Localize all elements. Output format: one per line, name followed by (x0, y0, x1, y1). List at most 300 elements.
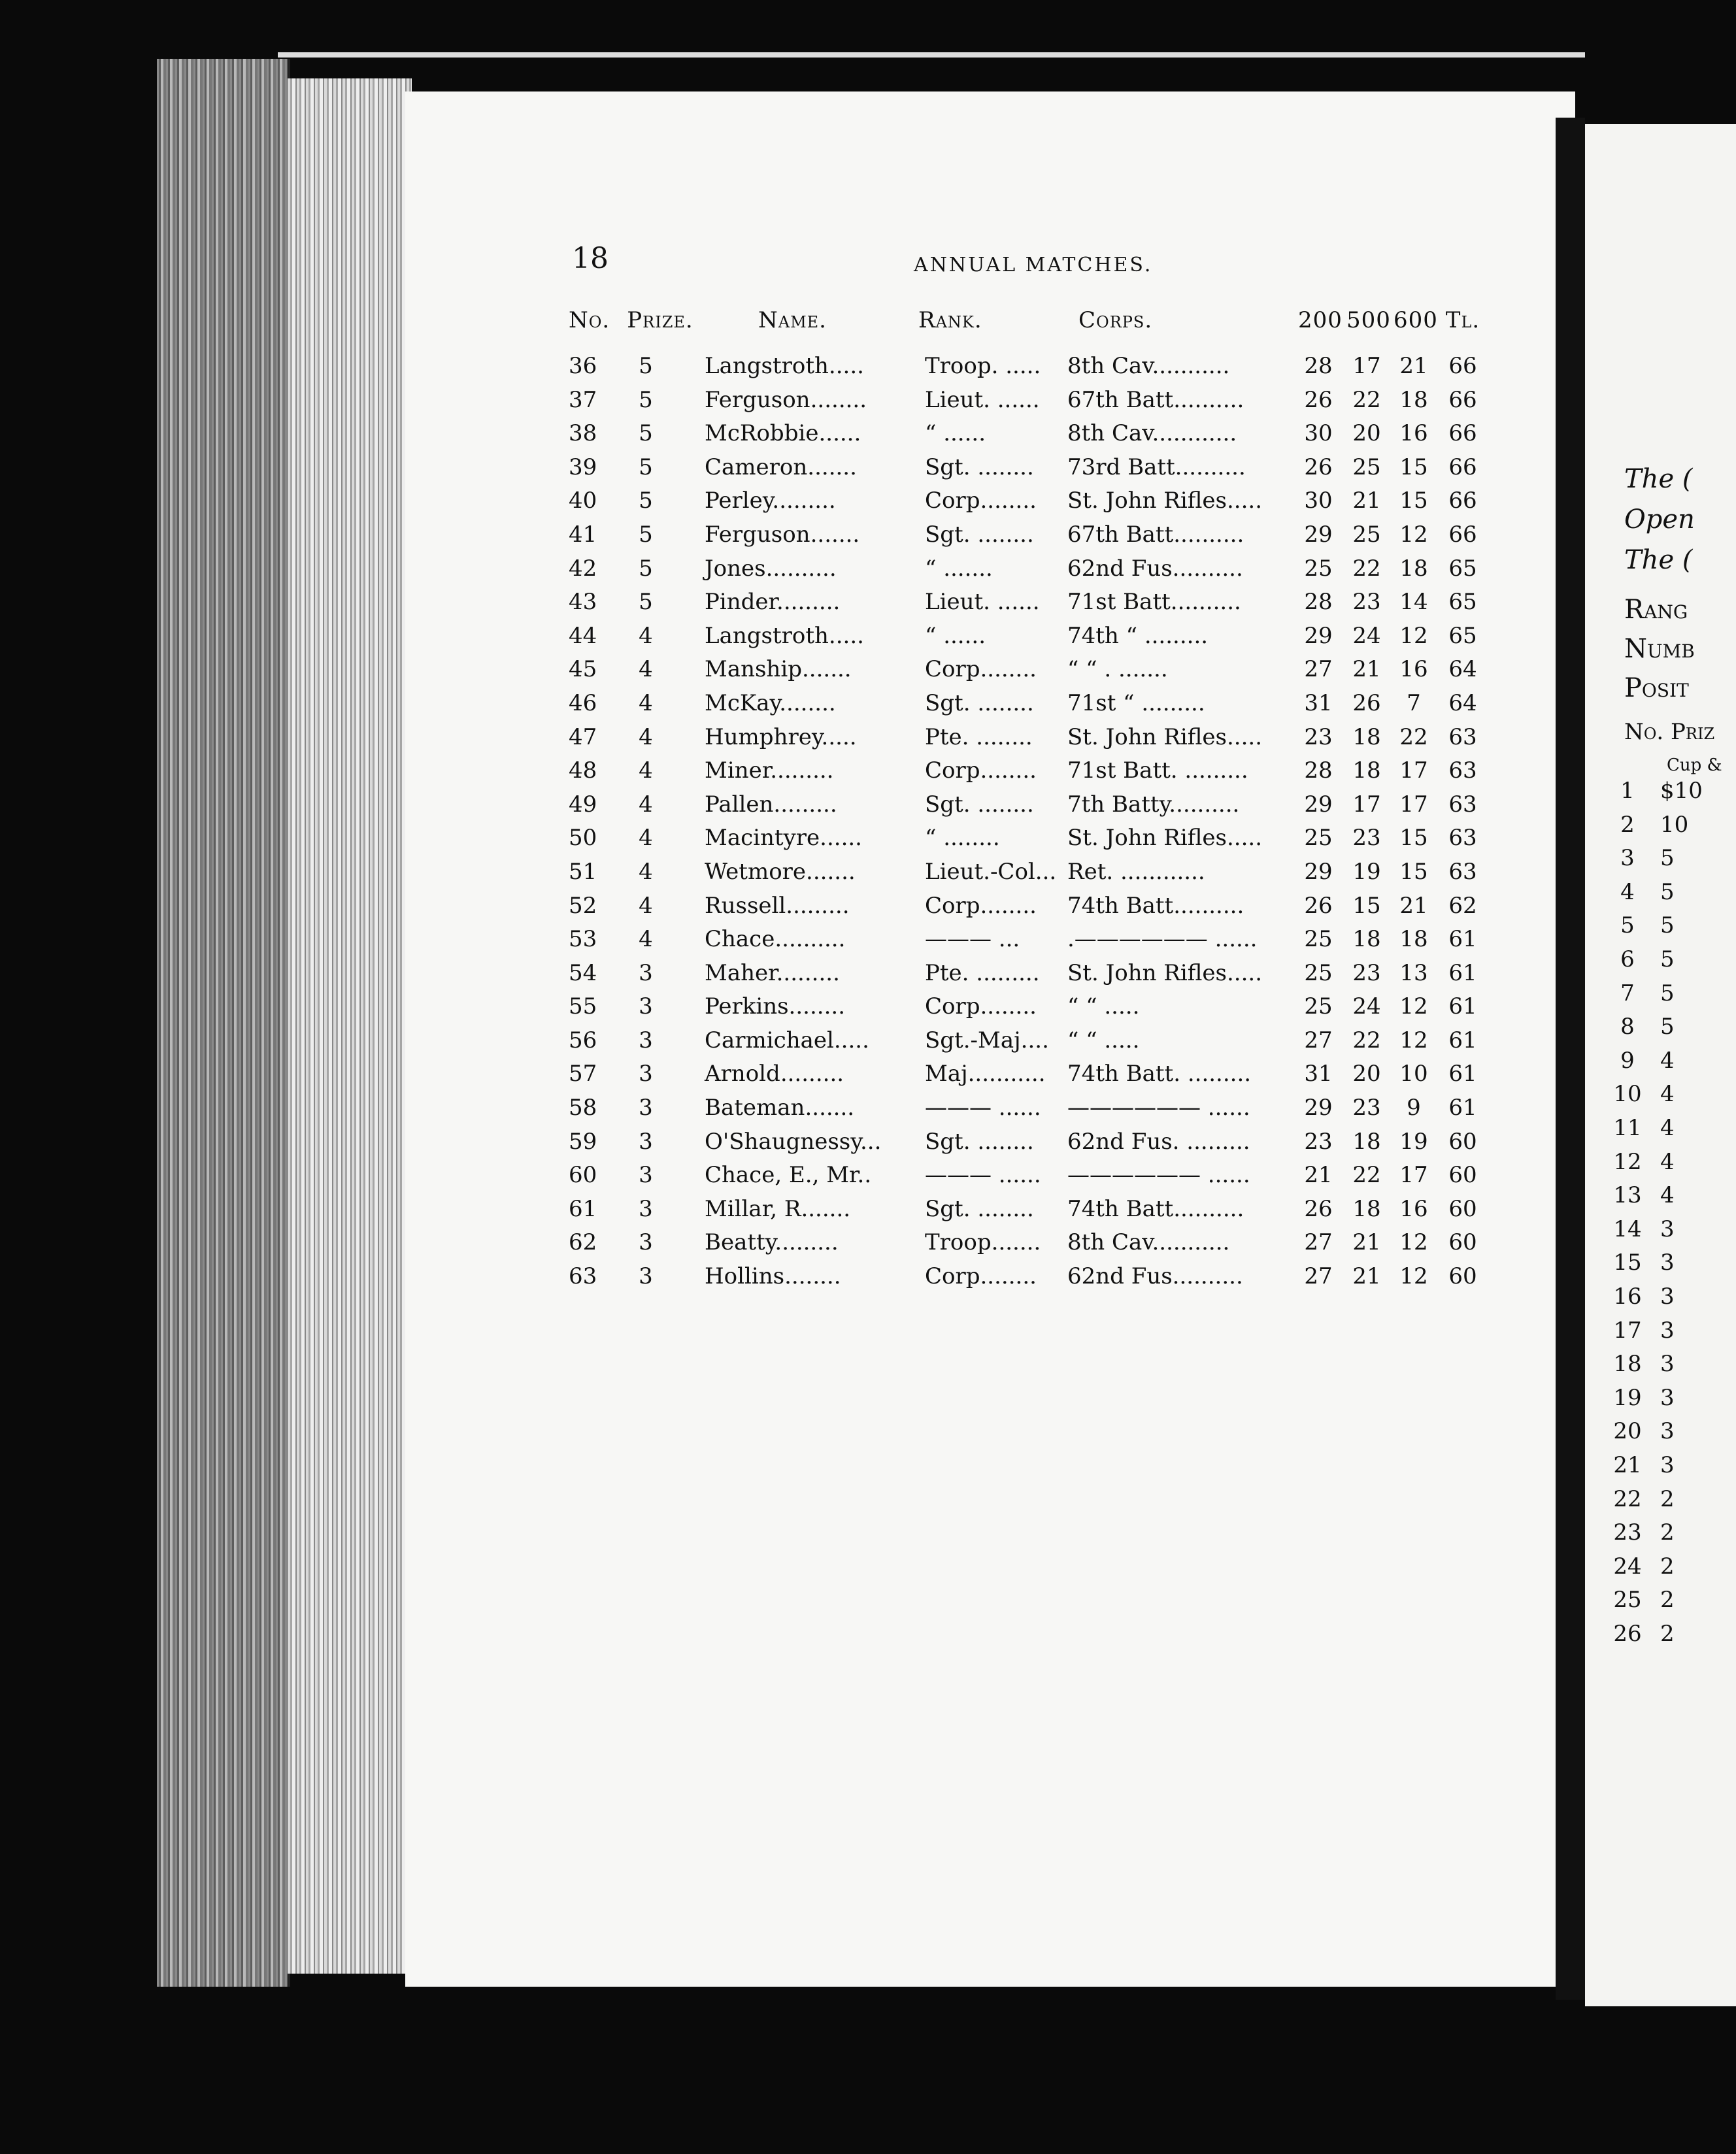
cell-no: 44 (569, 622, 597, 649)
cell-s500: 23 (1352, 825, 1381, 852)
page-stack-inner (288, 78, 412, 1974)
right-page-cell-no: 18 (1613, 1351, 1642, 1378)
table-row (569, 522, 1510, 555)
table-row (569, 1263, 1510, 1297)
cell-s500: 23 (1352, 959, 1381, 986)
cell-name: Perley......... (705, 488, 836, 514)
cell-s600: 13 (1399, 959, 1428, 986)
right-page-cell-no: 16 (1613, 1284, 1642, 1310)
header-total: Tl. (1445, 307, 1480, 333)
right-page-cell-prize: 4 (1660, 1047, 1675, 1074)
cell-no: 56 (569, 1027, 597, 1053)
table-row (569, 623, 1510, 657)
cell-corps: Ret. ............ (1067, 858, 1205, 885)
cell-corps: 8th Cav............ (1067, 420, 1237, 447)
table-row (569, 555, 1510, 589)
cell-name: McKay........ (705, 689, 836, 716)
cell-s500: 18 (1352, 926, 1381, 953)
table-row (569, 1027, 1510, 1061)
page-number: 18 (572, 242, 609, 275)
table-row (569, 1229, 1510, 1263)
cell-s600: 14 (1399, 589, 1428, 616)
cell-tl: 66 (1448, 353, 1477, 379)
cell-corps: 74th “ ......... (1067, 622, 1209, 649)
cell-prize: 3 (639, 959, 653, 986)
cell-prize: 4 (639, 757, 653, 784)
cell-name: Ferguson....... (705, 521, 860, 548)
right-page-italic-line: The ( (1624, 464, 1693, 494)
cell-s600: 15 (1399, 488, 1428, 514)
cell-no: 50 (569, 825, 597, 852)
right-page-cell-no: 25 (1613, 1587, 1642, 1614)
right-page-cell-no: 9 (1620, 1047, 1635, 1074)
table-row (569, 1162, 1510, 1196)
cell-rank: Lieut.-Col... (925, 858, 1057, 885)
right-page-cell-prize: 5 (1660, 878, 1675, 905)
cell-tl: 60 (1448, 1162, 1477, 1189)
cell-prize: 4 (639, 622, 653, 649)
cell-corps: 71st Batt. ......... (1067, 757, 1248, 784)
table-row (569, 656, 1510, 690)
cell-rank: Sgt. ........ (925, 521, 1034, 548)
cell-name: Langstroth..... (705, 622, 864, 649)
right-page-cell-no: 11 (1613, 1115, 1642, 1141)
cell-s500: 21 (1352, 656, 1381, 683)
cell-corps: 62nd Fus. ......... (1067, 1128, 1250, 1155)
cell-prize: 5 (639, 555, 653, 582)
cell-s600: 17 (1399, 1162, 1428, 1189)
cell-name: Maher......... (705, 959, 840, 986)
cell-s600: 21 (1399, 353, 1428, 379)
cell-prize: 3 (639, 1061, 653, 1087)
cell-tl: 61 (1448, 1061, 1477, 1087)
table-row (569, 387, 1510, 421)
cell-s200: 31 (1304, 1061, 1333, 1087)
cell-s600: 16 (1399, 656, 1428, 683)
right-page-cell-no: 3 (1620, 845, 1635, 872)
cell-tl: 61 (1448, 1095, 1477, 1121)
cell-no: 57 (569, 1061, 597, 1087)
right-page-cell-no: 7 (1620, 980, 1635, 1006)
right-page-cell-prize: 5 (1660, 946, 1675, 972)
cell-s600: 12 (1399, 1263, 1428, 1290)
book-cover-edge (278, 52, 1585, 58)
table-row (569, 791, 1510, 825)
cell-s500: 15 (1352, 892, 1381, 919)
cell-s500: 18 (1352, 723, 1381, 750)
cell-name: Wetmore....... (705, 858, 856, 885)
right-page-cell-prize: 2 (1660, 1553, 1675, 1580)
table-row (569, 926, 1510, 960)
cell-no: 40 (569, 488, 597, 514)
cell-s500: 22 (1352, 1162, 1381, 1189)
cell-tl: 63 (1448, 723, 1477, 750)
cell-rank: Sgt.-Maj.... (925, 1027, 1049, 1053)
table-row (569, 690, 1510, 724)
cell-s500: 26 (1352, 689, 1381, 716)
cell-s600: 22 (1399, 723, 1428, 750)
cell-s500: 18 (1352, 1195, 1381, 1222)
right-page-caps-line: Numb (1624, 634, 1695, 664)
cell-no: 36 (569, 353, 597, 379)
cell-tl: 61 (1448, 993, 1477, 1020)
cell-name: Pallen......... (705, 791, 837, 818)
cell-corps: 74th Batt. ......... (1067, 1061, 1252, 1087)
cell-rank: ——— ...... (925, 1162, 1041, 1189)
cell-corps: St. John Rifles..... (1067, 825, 1263, 852)
left-page (405, 91, 1575, 1987)
right-page-cell-no: 1 (1620, 778, 1635, 804)
right-page-cell-no: 13 (1613, 1182, 1642, 1209)
cell-s200: 26 (1304, 892, 1333, 919)
table-row (569, 1061, 1510, 1095)
table-row (569, 757, 1510, 791)
cell-s600: 18 (1399, 926, 1428, 953)
cell-name: Humphrey..... (705, 723, 857, 750)
header-600: 600 (1394, 307, 1438, 333)
cell-prize: 4 (639, 656, 653, 683)
cell-s200: 31 (1304, 689, 1333, 716)
cell-s600: 19 (1399, 1128, 1428, 1155)
cell-prize: 5 (639, 521, 653, 548)
right-page-cell-no: 26 (1613, 1621, 1642, 1647)
table-row (569, 1196, 1510, 1230)
table-row (569, 454, 1510, 488)
cell-corps: 67th Batt.......... (1067, 521, 1244, 548)
header-corps: Corps. (1078, 307, 1153, 333)
cell-s500: 24 (1352, 622, 1381, 649)
cell-tl: 66 (1448, 521, 1477, 548)
cell-name: Langstroth..... (705, 353, 864, 379)
cell-name: Russell......... (705, 892, 850, 919)
cell-tl: 64 (1448, 689, 1477, 716)
table-row (569, 589, 1510, 623)
cell-name: Beatty......... (705, 1229, 839, 1256)
cell-prize: 5 (639, 386, 653, 413)
cell-s500: 22 (1352, 1027, 1381, 1053)
cell-s500: 25 (1352, 454, 1381, 480)
cell-rank: Corp........ (925, 993, 1037, 1020)
cell-s200: 23 (1304, 723, 1333, 750)
cell-rank: Corp........ (925, 656, 1037, 683)
cell-corps: “ “ ..... (1067, 1027, 1140, 1053)
cell-tl: 63 (1448, 791, 1477, 818)
cell-no: 38 (569, 420, 597, 447)
cell-s600: 7 (1407, 689, 1421, 716)
cell-s600: 16 (1399, 1195, 1428, 1222)
cell-corps: St. John Rifles..... (1067, 723, 1263, 750)
right-page-cell-no: 6 (1620, 946, 1635, 972)
cell-name: Pinder......... (705, 589, 841, 616)
table-row (569, 353, 1510, 387)
cell-name: Jones.......... (705, 555, 837, 582)
right-page-cell-prize: $10 (1660, 778, 1703, 804)
cell-s200: 27 (1304, 1027, 1333, 1053)
cell-corps: 62nd Fus.......... (1067, 1263, 1243, 1290)
cell-s200: 26 (1304, 1195, 1333, 1222)
cell-tl: 65 (1448, 622, 1477, 649)
right-page-italic-line: The ( (1624, 545, 1693, 575)
cell-s200: 29 (1304, 791, 1333, 818)
cell-tl: 66 (1448, 420, 1477, 447)
cell-name: Hollins........ (705, 1263, 841, 1290)
cell-s500: 20 (1352, 420, 1381, 447)
cell-corps: “ “ ..... (1067, 993, 1140, 1020)
cell-s200: 26 (1304, 386, 1333, 413)
cell-s500: 19 (1352, 858, 1381, 885)
cell-tl: 61 (1448, 926, 1477, 953)
cell-s200: 27 (1304, 1263, 1333, 1290)
cell-rank: Sgt. ........ (925, 454, 1034, 480)
cell-s600: 10 (1399, 1061, 1428, 1087)
cell-no: 45 (569, 656, 597, 683)
cell-no: 52 (569, 892, 597, 919)
right-page-cell-no: 21 (1613, 1452, 1642, 1478)
right-page-italic-line: Open (1624, 505, 1695, 535)
cell-name: Cameron....... (705, 454, 857, 480)
right-page-cell-no: 23 (1613, 1519, 1642, 1546)
cell-s600: 12 (1399, 1229, 1428, 1256)
cell-prize: 5 (639, 454, 653, 480)
book-gutter (1556, 118, 1585, 2000)
cell-tl: 60 (1448, 1263, 1477, 1290)
cell-corps: 71st Batt.......... (1067, 589, 1241, 616)
cell-tl: 62 (1448, 892, 1477, 919)
cell-name: Chace, E., Mr.. (705, 1162, 872, 1189)
table-row (569, 893, 1510, 927)
cell-s600: 15 (1399, 825, 1428, 852)
cell-tl: 60 (1448, 1229, 1477, 1256)
cell-corps: 8th Cav........... (1067, 1229, 1230, 1256)
right-page-cell-no: 8 (1620, 1014, 1635, 1040)
right-page-cell-prize: 10 (1660, 811, 1689, 838)
cell-corps: 74th Batt.......... (1067, 892, 1244, 919)
cell-corps: 71st “ ......... (1067, 689, 1205, 716)
cell-tl: 66 (1448, 454, 1477, 480)
right-page-cell-prize: 3 (1660, 1284, 1675, 1310)
cell-corps: St. John Rifles..... (1067, 959, 1263, 986)
cell-rank: “ ...... (925, 622, 986, 649)
cell-s500: 23 (1352, 1095, 1381, 1121)
right-page-cell-prize: 3 (1660, 1452, 1675, 1478)
cell-no: 59 (569, 1128, 597, 1155)
header-name: Name. (758, 307, 827, 333)
cell-prize: 5 (639, 420, 653, 447)
cell-s600: 18 (1399, 555, 1428, 582)
cell-rank: “ ...... (925, 420, 986, 447)
cell-tl: 60 (1448, 1195, 1477, 1222)
cell-s500: 20 (1352, 1061, 1381, 1087)
cell-tl: 61 (1448, 1027, 1477, 1053)
cell-s200: 29 (1304, 1095, 1333, 1121)
cell-name: Macintyre...... (705, 825, 862, 852)
cell-tl: 65 (1448, 589, 1477, 616)
cell-s600: 12 (1399, 622, 1428, 649)
table-row (569, 993, 1510, 1027)
cell-prize: 4 (639, 892, 653, 919)
cell-no: 46 (569, 689, 597, 716)
cell-corps: —————— ...... (1067, 1095, 1250, 1121)
cell-rank: Corp........ (925, 757, 1037, 784)
table-header (569, 307, 1510, 353)
cell-s600: 17 (1399, 757, 1428, 784)
cell-no: 53 (569, 926, 597, 953)
cell-s500: 22 (1352, 386, 1381, 413)
cell-s200: 29 (1304, 858, 1333, 885)
cell-no: 47 (569, 723, 597, 750)
cell-no: 62 (569, 1229, 597, 1256)
right-page-cell-prize: 5 (1660, 845, 1675, 872)
right-page-cell-no: 17 (1613, 1317, 1642, 1344)
cell-prize: 3 (639, 1095, 653, 1121)
cell-s500: 21 (1352, 1229, 1381, 1256)
right-page-cell-no: 14 (1613, 1216, 1642, 1242)
cell-s200: 23 (1304, 1128, 1333, 1155)
cell-rank: Lieut. ...... (925, 386, 1040, 413)
cell-name: Bateman....... (705, 1095, 855, 1121)
cell-tl: 63 (1448, 858, 1477, 885)
cell-s200: 25 (1304, 959, 1333, 986)
cell-tl: 61 (1448, 959, 1477, 986)
cell-rank: Corp........ (925, 488, 1037, 514)
cell-rank: Troop. ..... (925, 353, 1041, 379)
cell-name: McRobbie...... (705, 420, 861, 447)
cell-name: Chace.......... (705, 926, 846, 953)
cell-tl: 63 (1448, 757, 1477, 784)
cell-s500: 17 (1352, 353, 1381, 379)
cell-s200: 30 (1304, 488, 1333, 514)
cell-rank: Pte. ........ (925, 723, 1033, 750)
right-page-cell-prize: 5 (1660, 912, 1675, 939)
right-page-cell-no: 15 (1613, 1250, 1642, 1276)
header-200: 200 (1298, 307, 1343, 333)
results-table (569, 307, 1510, 1297)
cell-s200: 27 (1304, 1229, 1333, 1256)
cell-s600: 15 (1399, 858, 1428, 885)
right-page-cell-prize: 2 (1660, 1621, 1675, 1647)
cell-rank: “ ....... (925, 555, 993, 582)
cell-no: 48 (569, 757, 597, 784)
right-page-cell-no: 22 (1613, 1485, 1642, 1512)
cell-rank: “ ........ (925, 825, 1000, 852)
cell-corps: 74th Batt.......... (1067, 1195, 1244, 1222)
cell-s600: 18 (1399, 386, 1428, 413)
right-page-cell-no: 24 (1613, 1553, 1642, 1580)
cell-prize: 4 (639, 689, 653, 716)
cell-s600: 12 (1399, 1027, 1428, 1053)
cell-name: Millar, R....... (705, 1195, 851, 1222)
cell-s600: 16 (1399, 420, 1428, 447)
header-no: No. (569, 307, 610, 333)
cell-s600: 12 (1399, 521, 1428, 548)
cell-s200: 25 (1304, 825, 1333, 852)
right-page-cell-prize: 5 (1660, 980, 1675, 1006)
cell-no: 49 (569, 791, 597, 818)
table-row (569, 1095, 1510, 1129)
cell-prize: 3 (639, 1263, 653, 1290)
cell-s600: 17 (1399, 791, 1428, 818)
cell-name: Arnold......... (705, 1061, 844, 1087)
right-page-cell-no: 19 (1613, 1384, 1642, 1411)
cell-s200: 30 (1304, 420, 1333, 447)
cell-s500: 21 (1352, 1263, 1381, 1290)
cell-corps: St. John Rifles..... (1067, 488, 1263, 514)
right-page-cell-no: 12 (1613, 1148, 1642, 1175)
right-page-cell-prize: 3 (1660, 1317, 1675, 1344)
right-page-fragment (1585, 124, 1736, 2006)
cell-prize: 4 (639, 926, 653, 953)
cell-rank: Pte. ......... (925, 959, 1040, 986)
cell-tl: 66 (1448, 488, 1477, 514)
right-page-cell-prize: 2 (1660, 1519, 1675, 1546)
cell-rank: Corp........ (925, 892, 1037, 919)
cell-rank: Sgt. ........ (925, 689, 1034, 716)
cell-s200: 28 (1304, 353, 1333, 379)
cell-rank: Maj........... (925, 1061, 1046, 1087)
right-page-col-header: No. Priz (1624, 719, 1715, 745)
cell-corps: 7th Batty.......... (1067, 791, 1240, 818)
cell-tl: 63 (1448, 825, 1477, 852)
cell-s600: 21 (1399, 892, 1428, 919)
right-page-caps-line: Rang (1624, 595, 1688, 625)
cell-prize: 4 (639, 825, 653, 852)
cell-s200: 28 (1304, 589, 1333, 616)
right-page-cell-prize: 4 (1660, 1081, 1675, 1108)
cell-no: 39 (569, 454, 597, 480)
cell-s200: 26 (1304, 454, 1333, 480)
table-row (569, 859, 1510, 893)
cell-name: Manship....... (705, 656, 852, 683)
cell-tl: 65 (1448, 555, 1477, 582)
cell-corps: 62nd Fus.......... (1067, 555, 1243, 582)
cell-no: 61 (569, 1195, 597, 1222)
cell-s200: 27 (1304, 656, 1333, 683)
cell-prize: 3 (639, 1162, 653, 1189)
header-prize: Prize. (627, 307, 693, 333)
header-rank: Rank. (918, 307, 982, 333)
cell-s500: 25 (1352, 521, 1381, 548)
cell-prize: 5 (639, 589, 653, 616)
table-row (569, 1129, 1510, 1163)
cell-corps: 67th Batt.......... (1067, 386, 1244, 413)
cell-prize: 4 (639, 858, 653, 885)
header-500: 500 (1346, 307, 1391, 333)
cell-no: 54 (569, 959, 597, 986)
cell-s200: 25 (1304, 993, 1333, 1020)
table-row (569, 825, 1510, 859)
cell-s500: 18 (1352, 757, 1381, 784)
right-page-cell-no: 2 (1620, 811, 1635, 838)
cell-name: Carmichael..... (705, 1027, 869, 1053)
cell-prize: 3 (639, 993, 653, 1020)
cell-no: 37 (569, 386, 597, 413)
cell-no: 42 (569, 555, 597, 582)
table-row (569, 960, 1510, 994)
cell-s500: 21 (1352, 488, 1381, 514)
cell-prize: 4 (639, 791, 653, 818)
cell-s200: 29 (1304, 622, 1333, 649)
cell-corps: —————— ...... (1067, 1162, 1250, 1189)
cell-no: 51 (569, 858, 597, 885)
cell-rank: Sgt. ........ (925, 1128, 1034, 1155)
cell-no: 55 (569, 993, 597, 1020)
cell-no: 60 (569, 1162, 597, 1189)
cell-tl: 66 (1448, 386, 1477, 413)
right-page-cell-no: 4 (1620, 878, 1635, 905)
right-page-cell-prize: 3 (1660, 1384, 1675, 1411)
cell-s200: 25 (1304, 926, 1333, 953)
cell-corps: 8th Cav........... (1067, 353, 1230, 379)
